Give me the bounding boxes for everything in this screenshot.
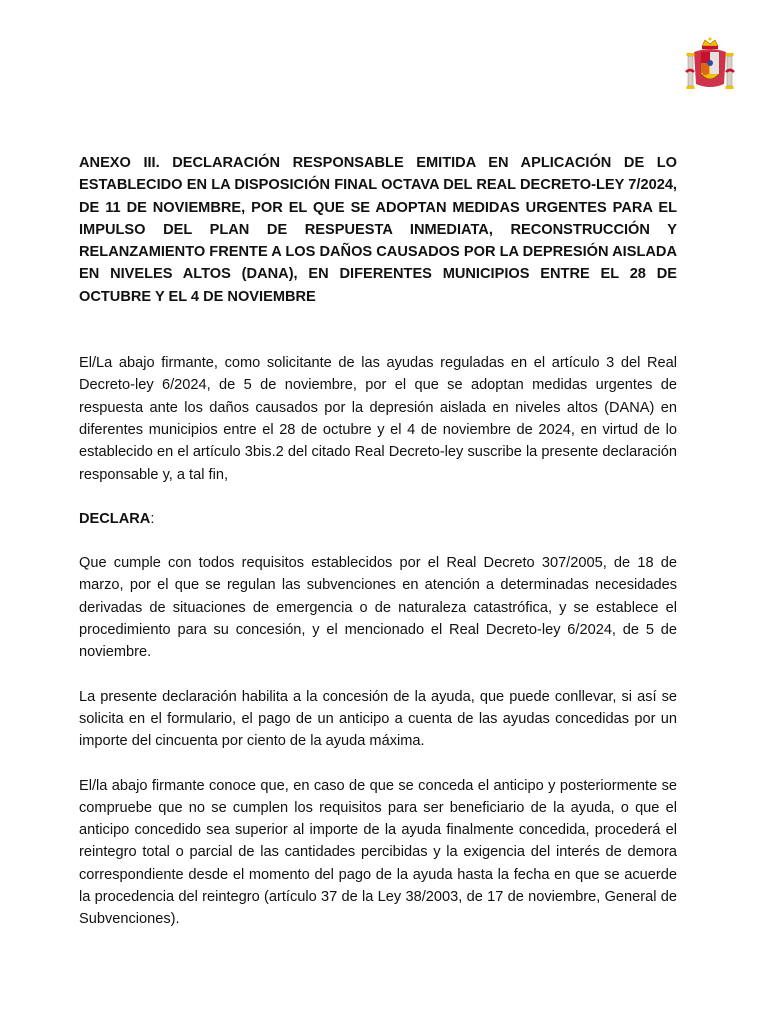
- declara-colon: :: [150, 510, 155, 527]
- declara-label: DECLARA: [79, 510, 151, 527]
- document-title: ANEXO III. DECLARACIÓN RESPONSABLE EMITIDA EN APLICACIÓN DE LO ESTABLECIDO EN LA DISPOSICIÓN FINAL OCTAVA DEL REAL DECRETO-LEY 7/2024, DE 11 DE NOVIEMBRE, POR EL QUE SE ADOPTAN MEDIDAS URGENTES PARA EL IMPULSO DEL PLAN DE RESPUESTA INMEDIATA, RECONSTRUCCIÓN Y RELANZAMIENTO FRENTE A LOS DAÑOS CAUSADOS POR LA DEPRESIÓN AISLADA EN NIVELES ALTOS (DANA), EN DIFERENTES MUNICIPIOS ENTRE EL 28 DE OCTUBRE Y EL 4 DE NOVIEMBRE: [79, 155, 677, 305]
- requirements-paragraph: Que cumple con todos requisitos establecidos por el Real Decreto 307/2005, de 18 de marzo, por el que se regulan las subvenciones en atención a determinadas necesidades derivadas de situaciones de emergencia o de naturaleza catastrófica, y se establece el procedimiento para su concesión, y el mencionado el Real Decreto-ley 6/2024, de 5 de noviembre.: [79, 555, 677, 661]
- intro-paragraph: El/La abajo firmante, como solicitante de las ayudas reguladas en el artículo 3 del Real Decreto-ley 6/2024, de 5 de noviembre, por el que se adoptan medidas urgentes de respuesta ante los daños causados por la depresión aislada en niveles altos (DANA) en diferentes municipios entre el 28 de octubre y el 4 de noviembre de 2024, en virtud de lo establecido en el artículo 3bis.2 del citado Real Decreto-ley suscribe la presente declaración responsable y, a tal fin,: [79, 355, 677, 483]
- declara-line: [79, 508, 677, 530]
- refund-paragraph: El/la abajo firmante conoce que, en caso de que se conceda el anticipo y posteriormente se compruebe que no se cumplen los requisitos para ser beneficiario de la ayuda, o que el anticipo concedido sea superior al importe de la ayuda finalmente concedida, procederá el reintegro total o parcial de las cantidades percibidas y la exigencia del interés de demora correspondiente desde el momento del pago de la ayuda hasta la fecha en que se acuerde la procedencia del reintegro (artículo 37 de la Ley 38/2003, de 17 de noviembre, General de Subvenciones).: [79, 777, 677, 928]
- document-body: [79, 152, 677, 931]
- advance-payment-paragraph: La presente declaración habilita a la concesión de la ayuda, que puede conllevar, si así se solicita en el formulario, el pago de un anticipo a cuenta de las ayudas concedidas por un importe del cincuenta por ciento de la ayuda máxima.: [79, 688, 677, 750]
- coat-of-arms-icon: [680, 36, 740, 96]
